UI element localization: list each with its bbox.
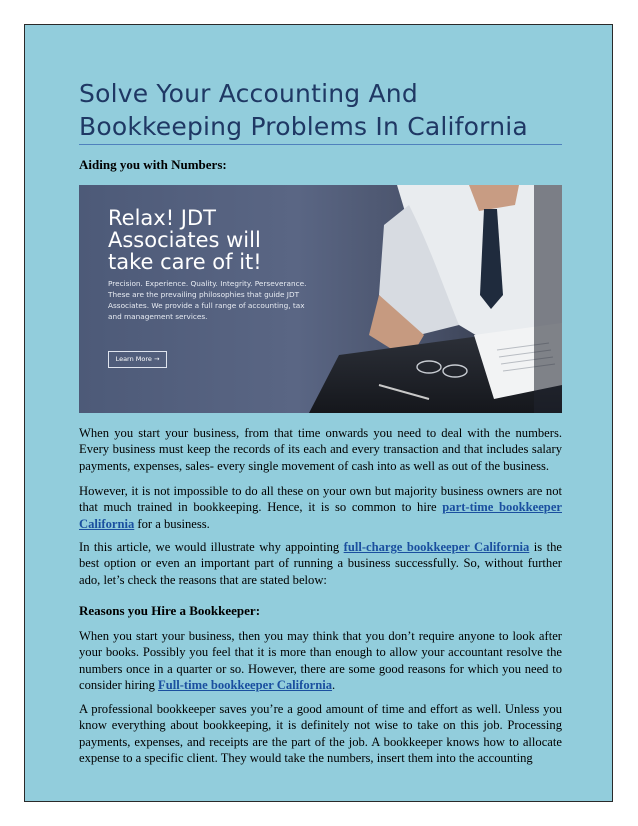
learn-more-button[interactable]: Learn More → <box>108 351 167 368</box>
paragraph-4-end: . <box>332 677 336 692</box>
paragraph-3-text: In this article, we would illustrate why appointing <box>79 540 344 554</box>
section-heading-reasons: Reasons you Hire a Bookkeeper: <box>79 603 261 618</box>
paragraph-1: When you start your business, from that time onwards you need to deal with the numbers. Every business must keep the records of its each and every transaction and that includes salary payments, expenses, sales- every single movement of cash into as well as out of the business. <box>79 426 562 473</box>
title-underline <box>79 144 562 145</box>
paragraph-4-text: When you start your business, then you may think that you don’t require anyone to look after your books. Possibly you feel that it is more than enough to allow your accountant resolve the numbers once in a quarter or so. However, there are some good reasons for which you need to consider hiring <box>79 629 562 692</box>
paragraph-2-text: However, it is not impossible to do all these on your own but majority business owners are not that much trained in bookkeeping. Hence, it is so common to hire <box>79 484 562 515</box>
page-title: Solve Your Accounting And Bookkeeping Problems In California <box>79 79 528 141</box>
hero-image <box>79 185 562 413</box>
part-time-bookkeeper-link[interactable]: part-time bookkeeper California <box>79 500 562 531</box>
paragraph-3 <box>79 539 562 588</box>
paragraph-3-end: is the best option or even an important part of running a business successfully. So, without further ado, let’s check the reasons that are stated below: <box>79 540 562 587</box>
paragraph-2-end: for a business. <box>134 516 210 531</box>
hero-body-text: Precision. Experience. Quality. Integrity. Perseverance. These are the prevailing philosophies that guide JDT Associates. We provide a full range of accounting, tax and management services. <box>108 279 307 321</box>
document-page <box>24 24 613 802</box>
paragraph-4 <box>79 628 562 693</box>
section-heading-aiding: Aiding you with Numbers: <box>79 157 227 172</box>
paragraph-2 <box>79 483 562 532</box>
full-charge-bookkeeper-link[interactable]: full-charge bookkeeper California <box>343 540 530 554</box>
paragraph-5: A professional bookkeeper saves you’re a good amount of time and effort as well. Unless you know everything about bookkeeping, it is definitely not wise to take on this job. Processing payments, expenses, and receipts are the part of the job. A bookkeeper knows how to allocate expense to a specific client. They would take the numbers, insert them into the accounting <box>79 702 562 765</box>
full-time-bookkeeper-link[interactable]: Full-time bookkeeper California <box>158 677 333 692</box>
hero-headline: Relax! JDT Associates will take care of it! <box>108 206 262 274</box>
